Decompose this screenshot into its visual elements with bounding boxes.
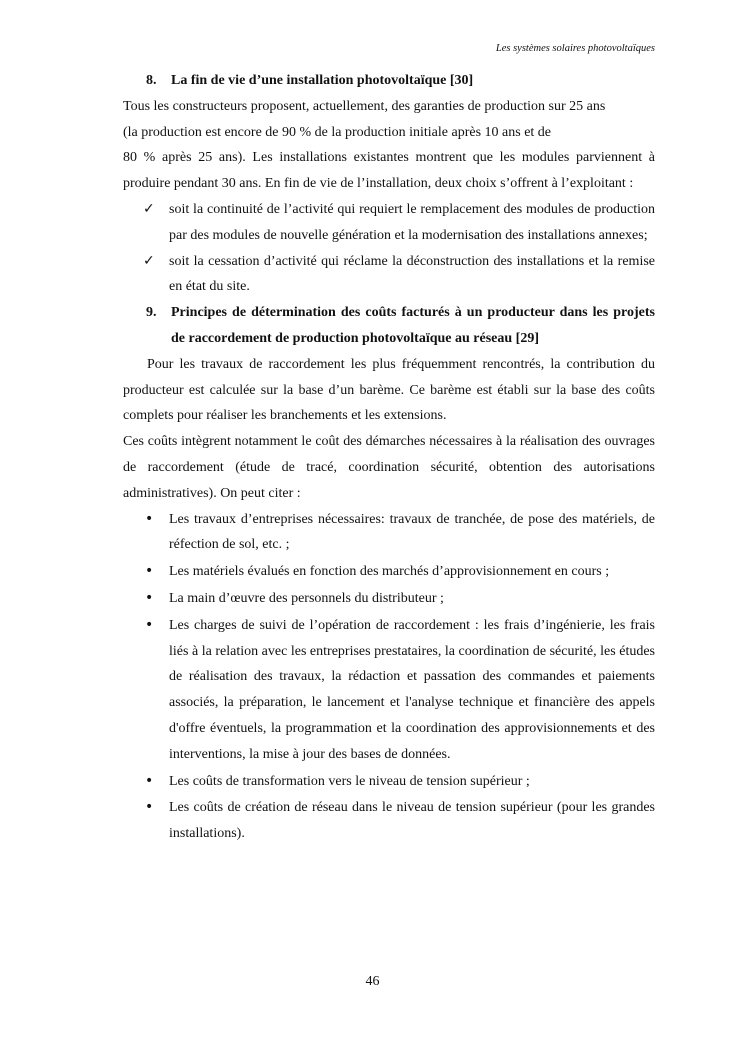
section-9-paragraph-1: Pour les travaux de raccordement les plus fréquemment rencontrés, la contribution du producteur est calculée sur la base d’un barème. Ce barème est établi sur la base des coûts complets pour réaliser les branchements et les extensions. [123,356,655,424]
list-item-text: Les travaux d’entreprises nécessaires: travaux de tranchée, de pose des matériels, de réfection de sol, etc. ; [169,511,655,553]
page-number: 46 [365,974,380,989]
bullet-dot-icon: • [145,616,154,633]
list-item [123,613,655,768]
section-8-heading [123,68,655,94]
bullet-dot-icon: • [145,510,154,527]
section-8-para-line-2: (la production est encore de 90 % de la production initiale après 10 ans et de [123,124,552,140]
list-item-text: Les matériels évalués en fonction des marchés d’approvisionnement en cours ; [169,564,610,580]
list-item [123,559,655,585]
section-8-para-line-3: 80 % après 25 ans). Les installations existantes montrent que les modules parviennent à produire pendant 30 ans. En fin de vie de l’installation, deux choix s’offrent à l’exploitant : [123,150,655,192]
list-item-text: Les coûts de transformation vers le niveau de tension supérieur ; [169,773,530,789]
section-8-title: La fin de vie d’une installation photovoltaïque [30] [171,73,474,88]
section-8-number: 8. [146,73,157,88]
list-item [123,507,655,559]
list-item [123,586,655,612]
section-8-para-line-1: Tous les constructeurs proposent, actuellement, des garanties de production sur 25 ans [123,98,606,114]
running-header: Les systèmes solaires photovoltaïques [495,43,655,54]
list-item [123,197,655,249]
section-9-paragraph-2: Ces coûts intègrent notamment le coût des démarches nécessaires à la réalisation des ouvrages de raccordement (étude de tracé, coordination sécurité, obtention des autorisations administratives). On peut citer : [123,434,655,501]
list-item-text: Les coûts de création de réseau dans le niveau de tension supérieur (pour les grandes installations). [169,800,655,842]
check-mark-icon: ✓ [143,252,155,269]
list-item [123,769,655,795]
list-item-text: Les charges de suivi de l’opération de raccordement : les frais d’ingénierie, les frais liés à la relation avec les entreprises prestataires, la coordination de sécurité, les études de réalisation des travaux, la rédaction et passation des commandes et paiements associés, la préparation, le lancement et l'analyse technique et financière des appels d'offre éventuels, la programmation et la coordination des approvisionnements et des interventions, la mise à jour des bases de données. [169,617,655,762]
list-item-text: soit la continuité de l’activité qui requiert le remplacement des modules de production par des modules de nouvelle génération et la modernisation des installations annexes; [169,201,655,243]
list-item [123,249,655,301]
list-item [123,795,655,847]
section-9-heading [123,300,655,352]
end-of-life-choices-list [123,197,655,300]
bullet-dot-icon: • [145,799,154,816]
list-item-text: soit la cessation d’activité qui réclame la déconstruction des installations et la remise en état du site. [169,253,655,295]
bullet-dot-icon: • [145,563,154,580]
cost-items-list [123,507,655,847]
page-content [123,68,655,848]
check-mark-icon: ✓ [143,200,155,217]
list-item-text: La main d’œuvre des personnels du distributeur ; [169,590,444,606]
section-9-number: 9. [146,305,157,321]
bullet-dot-icon: • [145,772,154,789]
bullet-dot-icon: • [145,589,154,606]
section-9-title: Principes de détermination des coûts facturés à un producteur dans les projets de raccordement de production photovoltaïque au réseau [29] [171,305,655,346]
